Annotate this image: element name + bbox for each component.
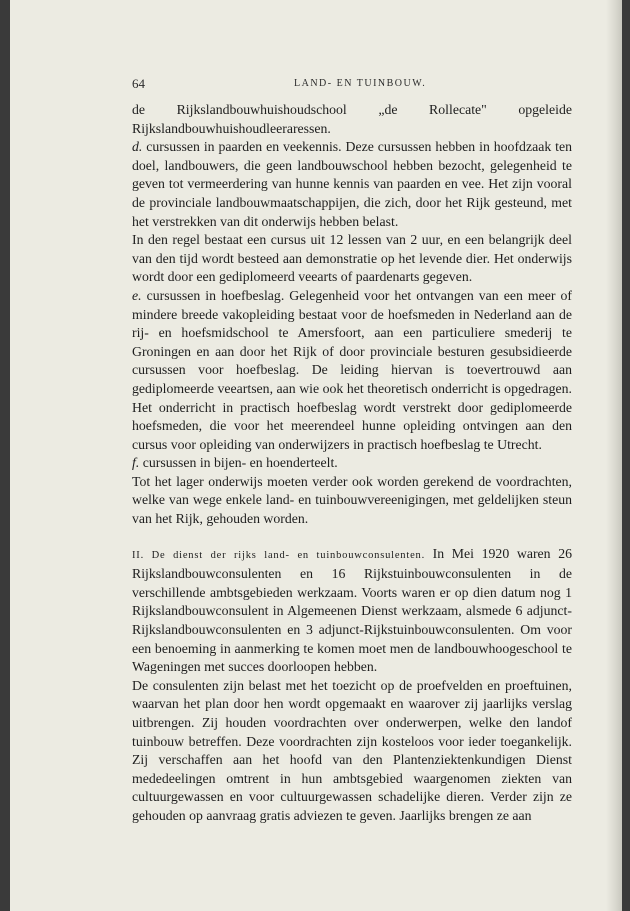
paragraph-text: cursussen in hoefbeslag. Gelegenheid voor het ontvangen van een meer of mindere breede vakopleiding bestaat voor de hoefsmeden in Nederland aan de rij- en hoefsmidschool te Amersfoort, aan een particuliere smederij te Groningen en aan door het Rijk of door provinciale besturen gesubsidieerde cursussen voor hoefbeslag. De leiding hiervan is toevertrouwd aan gediplomeerde veeartsen, aan wie ook het theoretisch onderricht is opgedragen. Het onderricht in practisch hoefbeslag wordt verstrekt door gediplomeerde hoefsmeden, die voor het meerendeel hunne opleiding ontvingen aan den cursus voor opleiding van onderwijzers in practisch hoefbeslag te Utrecht. <box>132 287 572 452</box>
paragraph <box>132 287 572 454</box>
list-marker: f. <box>132 455 140 471</box>
body-text <box>132 101 572 826</box>
list-marker: e. <box>132 287 142 303</box>
paragraph-text: In Mei 1920 waren 26 Rijkslandbouwconsulenten en 16 Rijkstuinbouwconsulenten in de verschillende ambtsgebieden werkzaam. Voorts waren er op dien datum nog 1 Rijkslandbouwconsulent in Algemeenen Dienst werkzaam, alsmede 6 adjunct-Rijkslandbouwconsulenten en 3 adjunct-Rijkstuinbouwconsulenten. Om voor een benoeming in aanmerking te komen moet men de landbouwhoogeschool te Wageningen met succes doorloopen hebben. <box>132 545 572 675</box>
page-number: 64 <box>132 76 145 91</box>
paragraph-text: cursussen in bijen- en hoenderteelt. <box>142 455 338 471</box>
paragraph: De consulenten zijn belast met het toezicht op de proefvelden en proeftuinen, waarvan het plan door hen wordt opgemaakt en waarover zij jaarlijks verslag uitbrengen. Zij houden voordrachten over onderwerpen, welke den landof tuinbouw betreffen. Deze voordrachten zijn kosteloos voor ieder toegankelijk. Zij verschaffen aan het hoofd van den Plantenziektenkundigen Dienst mededeelingen omtrent in hun ambtsgebied waargenomen ziekten van cultuurgewassen en voor cultuurgewassen schadelijke dieren. Verder zijn ze gehouden op aanvraag gratis adviezen te geven. Jaarlijks brengen ze aan <box>132 677 572 823</box>
paragraph <box>132 545 572 677</box>
running-title: LAND- EN TUINBOUW. <box>294 78 427 89</box>
paragraph: In den regel bestaat een cursus uit 12 lessen van 2 uur, en een belangrijk deel van den tijd wordt besteed aan demonstratie op het levende dier. Het onderwijs wordt door een gediplomeerd veearts of paardenarts gegeven. <box>132 232 572 285</box>
section-gap <box>132 529 572 545</box>
paragraph: de Rijkslandbouwhuishoudschool „de Rollecate" opgeleide Rijkslandbouwhuishoudleeraressen. <box>132 102 572 136</box>
page-gutter <box>606 0 622 911</box>
paragraph <box>132 454 572 473</box>
page-header <box>132 76 572 94</box>
paragraph <box>132 138 572 231</box>
paragraph-text: cursussen in paarden en veekennis. Deze cursussen hebben in hoofdzaak ten doel, landbouwers, die geen landbouwschool hebben bezocht, gelegenheid te geven tot vermeerdering van hunne kennis van paarden en vee. Het zijn vooral de provinciale landbouwmaatschappijen, die zich, door het Rijk gesteund, met het verstrekken van dit onderwijs hebben belast. <box>132 139 572 229</box>
paragraph: Tot het lager onderwijs moeten verder ook worden gerekend de voordrachten, welke van wege enkele land- en tuinbouwvereenigingen, met geldelijken steun van het Rijk, gehouden worden. <box>132 473 572 527</box>
list-marker: d. <box>132 139 143 155</box>
section-heading: II. De dienst der rijks land- en tuinbouwconsulenten. <box>132 549 426 561</box>
book-page <box>10 0 622 911</box>
